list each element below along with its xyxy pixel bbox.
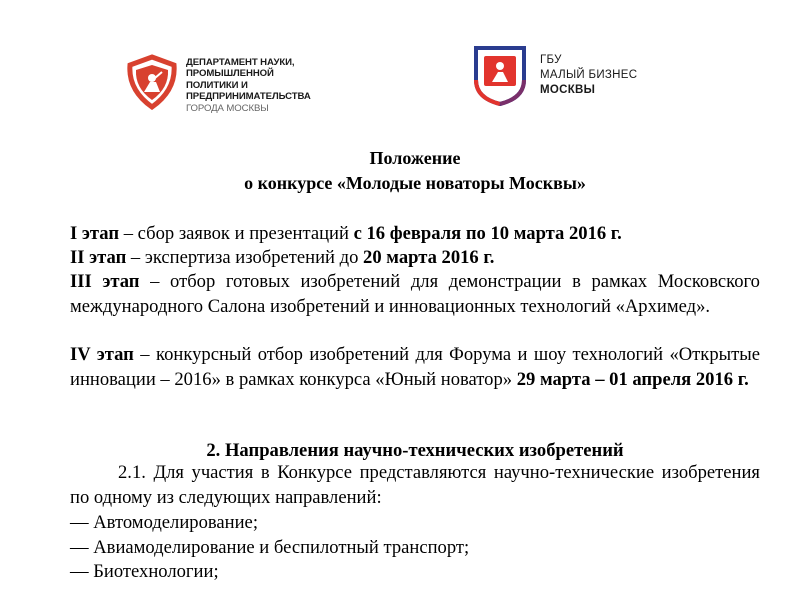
direction-item: — Авиамоделирование и беспилотный транспорт;: [70, 537, 470, 558]
small-business-logo: [470, 42, 690, 112]
stage-4-text: – конкурсный отбор изобретений для Форума и шоу технологий «Открытые инновации – 2016» в рамках конкурса «Юный новатор»: [70, 344, 760, 390]
section-2-heading: 2. Направления научно-технических изобретений: [206, 440, 624, 461]
stage-1: [70, 222, 622, 247]
stage-4-label: IV этап: [70, 344, 134, 365]
stage-2-label: II этап: [70, 247, 127, 268]
department-logo: [124, 54, 364, 114]
direction-item: — Биотехнологии;: [70, 561, 219, 582]
stage-1-date: с 16 февраля по 10 марта 2016 г.: [353, 223, 622, 244]
small-business-label: МАЛЫЙ БИЗНЕС: [540, 69, 638, 81]
direction-item: — Автомоделирование;: [70, 512, 258, 533]
stage-3-text: – отбор готовых изобретений для демонстрации в рамках Московского международного Салона изобретений и инновационных технологий «Архимед».: [70, 271, 760, 317]
department-name-line-2: ПРОМЫШЛЕННОЙ: [186, 68, 274, 80]
stage-1-label: I этап: [70, 223, 120, 244]
stage-2-date: 20 марта 2016 г.: [363, 247, 495, 268]
stage-4-date: 29 марта – 01 апреля 2016 г.: [516, 368, 749, 390]
moscow-coat-of-arms-icon: [470, 42, 530, 108]
stage-1-text: – сбор заявок и презентаций: [119, 223, 354, 244]
gbu-label: ГБУ: [540, 54, 562, 66]
section-2-intro: 2.1. Для участия в Конкурсе представляются научно-технические изобретения по одному из следующих направлений:: [70, 462, 760, 508]
department-name-line-3: ПОЛИТИКИ И: [186, 79, 248, 91]
department-name-line-4: ПРЕДПРИНИМАТЕЛЬСТВА: [186, 91, 311, 103]
stage-2: [70, 246, 494, 271]
department-name-line-1: ДЕПАРТАМЕНТ НАУКИ,: [186, 57, 295, 68]
document-title: Положение: [369, 148, 461, 168]
moscow-coat-of-arms-icon: [124, 54, 180, 110]
stage-4: [70, 343, 760, 392]
stage-3-label: III этап: [70, 271, 140, 292]
department-name-subline: ГОРОДА МОСКВЫ: [186, 102, 269, 114]
moscow-label: МОСКВЫ: [540, 84, 596, 96]
stage-2-text: – экспертиза изобретений до: [126, 247, 364, 268]
document-subtitle: о конкурсе «Молодые новаторы Москвы»: [244, 173, 586, 193]
stage-3: [70, 270, 760, 319]
